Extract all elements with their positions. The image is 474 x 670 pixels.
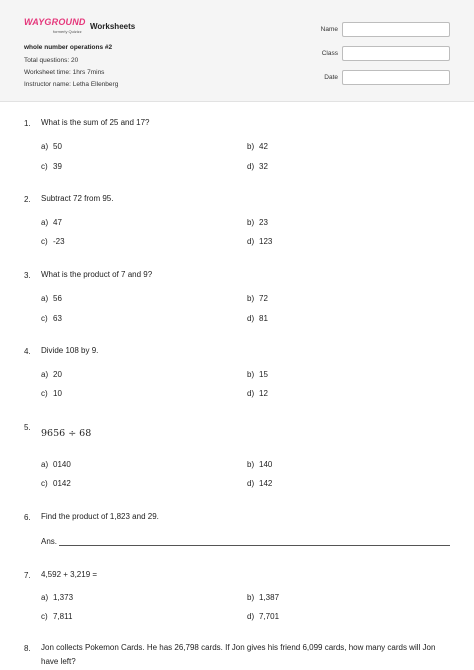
option-c[interactable]: c) 7,811 [41, 612, 73, 621]
question-text: Find the product of 1,823 and 29. [41, 512, 159, 521]
question-number: 4. [24, 347, 31, 356]
question-text: 4,592 + 3,219 = [41, 570, 98, 579]
option-b[interactable]: b) 72 [247, 294, 268, 303]
option-d[interactable]: d) 7,701 [247, 612, 280, 621]
question-number: 1. [24, 119, 31, 128]
question-text: Jon collects Pokemon Cards. He has 26,798 cards. If Jon gives his friend 6,099 cards, how many cards will Jon have left? [41, 643, 436, 666]
option-c[interactable]: c) 10 [41, 389, 62, 398]
option-a[interactable]: a) 20 [41, 370, 62, 379]
option-d[interactable]: d) 12 [247, 389, 268, 398]
class-field[interactable] [342, 46, 450, 61]
option-c[interactable]: c) 39 [41, 162, 62, 171]
answer-line[interactable] [59, 545, 450, 546]
option-a[interactable]: a) 1,373 [41, 593, 74, 602]
date-field[interactable] [342, 70, 450, 85]
question-text: Subtract 72 from 95. [41, 194, 114, 203]
question-number: 6. [24, 513, 31, 522]
option-c[interactable]: c) 63 [41, 314, 62, 323]
option-d[interactable]: d) 123 [247, 237, 273, 246]
question-text: What is the product of 7 and 9? [41, 270, 153, 279]
worksheet-header [0, 0, 474, 102]
question-number: 5. [24, 423, 31, 432]
answer-label: Ans. [41, 537, 58, 546]
option-d[interactable]: d) 81 [247, 314, 268, 323]
option-a[interactable]: a) 47 [41, 218, 62, 227]
question-number: 2. [24, 195, 31, 204]
question-number: 7. [24, 571, 31, 580]
logo-subtitle: formerly Quizizz [53, 29, 82, 34]
option-a[interactable]: a) 50 [41, 142, 62, 151]
name-label: Name [320, 26, 338, 33]
wayground-logo [24, 16, 86, 36]
option-c[interactable]: c) -23 [41, 237, 65, 246]
option-d[interactable]: d) 32 [247, 162, 268, 171]
option-a[interactable]: a) 0140 [41, 460, 71, 469]
question-text: Divide 108 by 9. [41, 346, 99, 355]
option-d[interactable]: d) 142 [247, 479, 273, 488]
option-b[interactable]: b) 23 [247, 218, 268, 227]
option-b[interactable]: b) 140 [247, 460, 273, 469]
worksheet-time: Worksheet time: 1hrs 7mins [24, 69, 105, 76]
logo-wordmark: WAYGROUND [24, 17, 86, 27]
total-questions: Total questions: 20 [24, 57, 79, 64]
class-label: Class [321, 50, 338, 57]
worksheet-title: whole number operations #2 [24, 44, 113, 51]
brand-title: Worksheets [90, 22, 136, 31]
option-b[interactable]: b) 1,387 [247, 593, 280, 602]
question-number: 3. [24, 271, 31, 280]
name-field[interactable] [342, 22, 450, 37]
question-number: 8. [24, 644, 31, 653]
option-c[interactable]: c) 0142 [41, 479, 71, 488]
date-label: Date [324, 74, 338, 81]
question-math-expression: 9656 ÷ 68 [41, 428, 92, 439]
instructor-name: Instructor name: Letha Ellenberg [24, 81, 119, 88]
option-a[interactable]: a) 56 [41, 294, 62, 303]
question-text: What is the sum of 25 and 17? [41, 118, 150, 127]
option-b[interactable]: b) 42 [247, 142, 268, 151]
option-b[interactable]: b) 15 [247, 370, 268, 379]
